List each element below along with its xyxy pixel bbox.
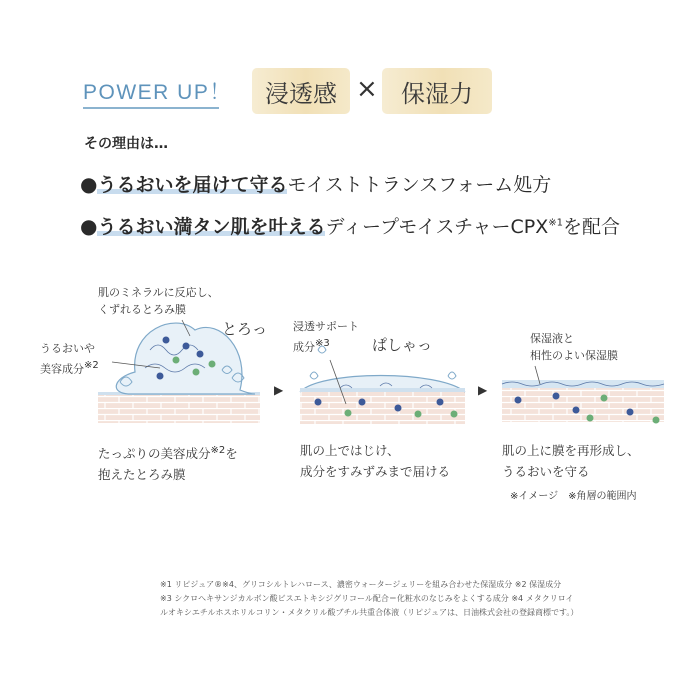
ingredient-dot — [515, 397, 522, 404]
label-line: 相性のよい保湿膜 — [530, 349, 618, 362]
bullet: ● — [80, 172, 98, 196]
label-line: 成分 — [293, 340, 315, 354]
caption-line: 抱えたとろみ膜 — [98, 467, 186, 483]
ingredient-dot — [173, 357, 180, 364]
image-notes: ※イメージ ※角層の範囲内 — [510, 491, 637, 502]
point-2-sup: ※1 — [548, 217, 564, 229]
footnote-line: ※1 リピジュア®※4、グリコシルトレハロース、濃密ウォータージェリーを組み合わせた保湿成分 ※2 保湿成分 — [160, 580, 562, 589]
caption-sup: ※2 — [210, 445, 226, 456]
ingredient-dot — [587, 415, 594, 422]
skin-layer — [502, 384, 664, 422]
step-1-label-left — [40, 340, 99, 378]
label-line: 浸透サポート — [293, 320, 359, 333]
label-line: 美容成分 — [40, 362, 84, 376]
ingredient-dot — [553, 393, 560, 400]
ingredient-dot — [359, 399, 366, 406]
step-1-caption — [98, 440, 238, 485]
penetration-badge: 浸透感 — [252, 68, 350, 114]
ingredient-dot — [395, 405, 402, 412]
ingredient-dot — [573, 407, 580, 414]
label-line: うるおいや — [40, 342, 95, 355]
ingredient-dot — [451, 411, 458, 418]
ingredient-dot — [415, 411, 422, 418]
point-2-text: ディープモイスチャーCPX — [325, 216, 549, 238]
ingredient-dot — [197, 351, 204, 358]
label-line: くずれるとろみ膜 — [98, 303, 186, 316]
step-2-sound: ぱしゃっ — [372, 336, 433, 354]
times-sign: × — [356, 74, 378, 104]
step-2-label — [293, 318, 359, 356]
ingredient-dot — [157, 373, 164, 380]
point-1-text: モイストトランスフォーム処方 — [287, 174, 552, 196]
ingredient-dot — [601, 395, 608, 402]
step-3-caption — [502, 440, 640, 482]
label-line: 保湿液と — [530, 332, 574, 345]
caption-tail: を — [225, 446, 238, 462]
bullet: ● — [80, 214, 98, 238]
label-line: 肌のミネラルに反応し、 — [98, 286, 219, 299]
ingredient-dot — [163, 337, 170, 344]
caption-line: たっぷりの美容成分 — [98, 446, 211, 462]
step-1-label-top — [98, 284, 219, 318]
ingredient-dot — [627, 409, 634, 416]
step-2-graphic — [300, 346, 465, 424]
step-3-label — [530, 330, 618, 364]
caption-line: 肌の上に膜を再形成し、 — [502, 443, 640, 458]
footnote-line: ※3 シクロヘキサンジカルボン酸ビスエトキシジグリコール配合＝化粧水のなじみをよくする成分 ※4 メタクリロイ — [160, 594, 574, 603]
power-up-title: POWER UP！ — [83, 81, 232, 104]
label-sup: ※2 — [84, 360, 99, 371]
ingredient-dot — [193, 369, 200, 376]
step-1-sound: とろっ — [222, 320, 268, 338]
footnote-line: ルオキシエチルホスホリルコリン・メタクリル酸ブチル共重合体液（リピジュアは、日油株式会社の登録商標です。） — [160, 608, 579, 617]
footnotes — [160, 578, 578, 620]
caption-line: うるおいを守る — [502, 464, 590, 479]
arrow-1: ▶ — [274, 383, 284, 397]
moisture-badge: 保湿力 — [382, 68, 492, 114]
ingredient-dot — [315, 399, 322, 406]
ingredient-dot — [437, 399, 444, 406]
skin-surface — [300, 388, 465, 392]
ingredient-dot — [345, 410, 352, 417]
point-2-tail: を配合 — [563, 216, 621, 238]
ingredient-dot — [183, 343, 190, 350]
ingredient-dot — [653, 417, 660, 424]
skin-layer — [300, 390, 465, 424]
caption-line: 成分をすみずみまで届ける — [300, 464, 451, 479]
reason-label: その理由は… — [84, 136, 168, 152]
skin-layer — [98, 395, 260, 423]
point-2-highlight: うるおい満タン肌を叶える — [97, 216, 326, 238]
step-2-caption — [300, 440, 450, 482]
label-sup: ※3 — [315, 338, 330, 349]
step-3-graphic — [502, 366, 664, 424]
point-1-highlight: うるおいを届けて守る — [97, 174, 288, 196]
caption-line: 肌の上ではじけ、 — [300, 443, 400, 458]
ingredient-dot — [209, 361, 216, 368]
arrow-2: ▶ — [478, 383, 488, 397]
